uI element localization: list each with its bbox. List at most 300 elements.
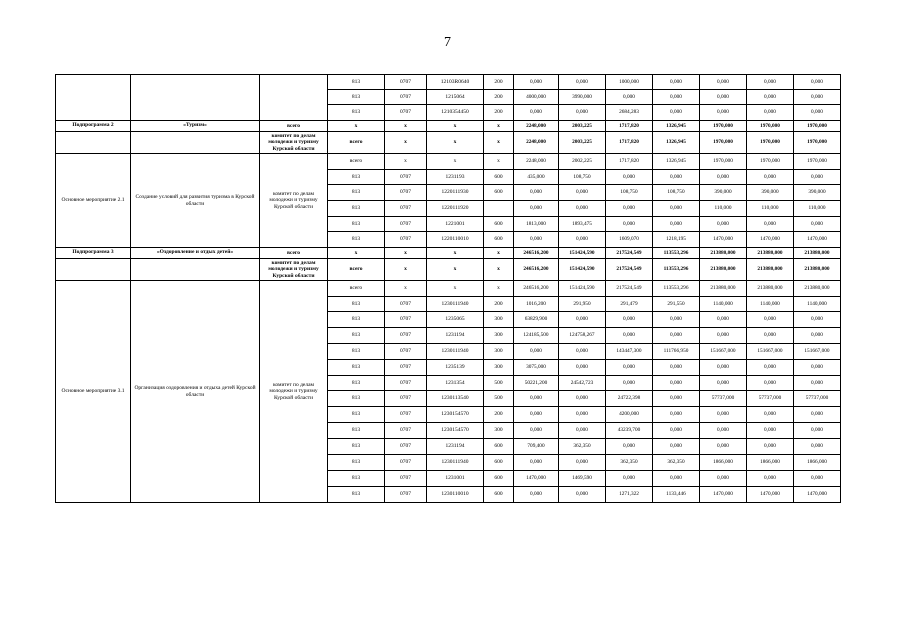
value-cell: 1717,820 bbox=[606, 132, 653, 154]
value-cell: 0,000 bbox=[606, 328, 653, 344]
executor-cell bbox=[260, 75, 328, 121]
program-name-cell: «Туризм» bbox=[131, 121, 260, 132]
value-cell: 213880,000 bbox=[747, 259, 794, 281]
code-cell-f: 1220110010 bbox=[427, 232, 484, 248]
value-cell: 2248,000 bbox=[514, 121, 559, 132]
value-cell: 111766,950 bbox=[653, 344, 700, 360]
code-cell-d: 813 bbox=[328, 201, 385, 217]
value-cell: 1893,475 bbox=[559, 217, 606, 232]
code-cell-f: 1235065 bbox=[427, 312, 484, 328]
value-cell: 0,000 bbox=[747, 170, 794, 185]
value-cell: 1970,000 bbox=[700, 121, 747, 132]
program-label-cell: Подпрограмма 2 bbox=[56, 121, 131, 132]
code-cell-d: 813 bbox=[328, 471, 385, 487]
code-cell-e: 0707 bbox=[385, 439, 427, 455]
value-cell: 57737,000 bbox=[794, 391, 841, 407]
value-cell: 0,000 bbox=[514, 455, 559, 471]
code-cell-f: х bbox=[427, 248, 484, 259]
value-cell: 0,000 bbox=[559, 312, 606, 328]
value-cell: 291,550 bbox=[653, 297, 700, 312]
value-cell: 0,000 bbox=[700, 407, 747, 423]
table-row bbox=[56, 75, 841, 90]
value-cell: 124185,500 bbox=[514, 328, 559, 344]
code-cell-e: 0707 bbox=[385, 170, 427, 185]
code-cell-e: 0707 bbox=[385, 471, 427, 487]
value-cell: 0,000 bbox=[794, 439, 841, 455]
code-cell-e: 0707 bbox=[385, 201, 427, 217]
value-cell: 57737,000 bbox=[747, 391, 794, 407]
code-cell-e: 0707 bbox=[385, 232, 427, 248]
value-cell: 246516,200 bbox=[514, 259, 559, 281]
value-cell: 0,000 bbox=[514, 391, 559, 407]
table-row bbox=[56, 281, 841, 297]
value-cell: 124758,267 bbox=[559, 328, 606, 344]
program-label-cell: Подпрограмма 3 bbox=[56, 248, 131, 259]
code-cell-e: 0707 bbox=[385, 217, 427, 232]
value-cell: 0,000 bbox=[606, 90, 653, 105]
value-cell: 1970,000 bbox=[794, 132, 841, 154]
code-cell-f: 1231193 bbox=[427, 170, 484, 185]
value-cell: 1970,000 bbox=[700, 154, 747, 170]
value-cell: 1866,000 bbox=[700, 455, 747, 471]
code-cell-e: 0707 bbox=[385, 75, 427, 90]
value-cell: 1470,000 bbox=[747, 232, 794, 248]
code-cell-e: 0707 bbox=[385, 423, 427, 439]
code-cell-d: 813 bbox=[328, 455, 385, 471]
value-cell: 0,000 bbox=[653, 312, 700, 328]
code-cell-e: 0707 bbox=[385, 455, 427, 471]
code-cell-f: 1231354 bbox=[427, 376, 484, 391]
value-cell: 50221,200 bbox=[514, 376, 559, 391]
value-cell: 0,000 bbox=[653, 90, 700, 105]
code-cell-e: х bbox=[385, 259, 427, 281]
code-cell-e: 0707 bbox=[385, 297, 427, 312]
value-cell: 0,000 bbox=[794, 105, 841, 121]
value-cell: 0,000 bbox=[559, 232, 606, 248]
code-cell-f: 1230111940 bbox=[427, 455, 484, 471]
code-cell-f: 1220111920 bbox=[427, 201, 484, 217]
code-cell-d: 813 bbox=[328, 344, 385, 360]
value-cell: 151667,000 bbox=[794, 344, 841, 360]
code-cell-e: 0707 bbox=[385, 391, 427, 407]
code-cell-g: 300 bbox=[484, 423, 514, 439]
executor-cell: всего bbox=[260, 248, 328, 259]
value-cell: 110,000 bbox=[700, 201, 747, 217]
value-cell: 1133,446 bbox=[653, 487, 700, 503]
value-cell: 63829,900 bbox=[514, 312, 559, 328]
value-cell: 0,000 bbox=[747, 376, 794, 391]
code-cell-e: 0707 bbox=[385, 185, 427, 201]
table-row bbox=[56, 132, 841, 154]
value-cell: 0,000 bbox=[606, 217, 653, 232]
value-cell: 0,000 bbox=[700, 360, 747, 376]
value-cell: 1470,000 bbox=[794, 232, 841, 248]
code-cell-d: всего bbox=[328, 154, 385, 170]
value-cell: 0,000 bbox=[606, 312, 653, 328]
value-cell: 0,000 bbox=[514, 232, 559, 248]
value-cell: 709,400 bbox=[514, 439, 559, 455]
value-cell: 1470,000 bbox=[700, 487, 747, 503]
value-cell: 151424,590 bbox=[559, 281, 606, 297]
code-cell-d: х bbox=[328, 121, 385, 132]
code-cell-g: 300 bbox=[484, 360, 514, 376]
code-cell-f: 12103R0640 bbox=[427, 75, 484, 90]
code-cell-g: 500 bbox=[484, 376, 514, 391]
code-cell-d: 813 bbox=[328, 75, 385, 90]
code-cell-e: 0707 bbox=[385, 407, 427, 423]
code-cell-e: 0707 bbox=[385, 487, 427, 503]
code-cell-g: 200 bbox=[484, 407, 514, 423]
value-cell: 0,000 bbox=[653, 391, 700, 407]
value-cell: 113553,296 bbox=[653, 281, 700, 297]
executor-cell: всего bbox=[260, 121, 328, 132]
code-cell-d: 813 bbox=[328, 423, 385, 439]
value-cell: 0,000 bbox=[514, 407, 559, 423]
value-cell: 0,000 bbox=[747, 328, 794, 344]
value-cell: 0,000 bbox=[514, 344, 559, 360]
code-cell-d: 813 bbox=[328, 297, 385, 312]
program-name-cell bbox=[131, 132, 260, 154]
value-cell: 0,000 bbox=[794, 75, 841, 90]
code-cell-f: 1221001 bbox=[427, 217, 484, 232]
value-cell: 4200,000 bbox=[606, 407, 653, 423]
code-cell-f: 1230110010 bbox=[427, 487, 484, 503]
code-cell-d: х bbox=[328, 248, 385, 259]
value-cell: 1469,590 bbox=[559, 471, 606, 487]
value-cell: 110,000 bbox=[794, 201, 841, 217]
value-cell: 0,000 bbox=[794, 407, 841, 423]
program-label-cell bbox=[56, 132, 131, 154]
value-cell: 0,000 bbox=[559, 201, 606, 217]
value-cell: 151667,000 bbox=[700, 344, 747, 360]
code-cell-d: 813 bbox=[328, 170, 385, 185]
value-cell: 246516,200 bbox=[514, 281, 559, 297]
code-cell-d: 813 bbox=[328, 185, 385, 201]
value-cell: 213880,000 bbox=[747, 281, 794, 297]
code-cell-d: 813 bbox=[328, 439, 385, 455]
code-cell-d: 813 bbox=[328, 328, 385, 344]
value-cell: 108,750 bbox=[606, 185, 653, 201]
value-cell: 0,000 bbox=[559, 75, 606, 90]
value-cell: 108,750 bbox=[653, 185, 700, 201]
value-cell: 0,000 bbox=[747, 407, 794, 423]
code-cell-f: 1210354450 bbox=[427, 105, 484, 121]
value-cell: 0,000 bbox=[700, 312, 747, 328]
value-cell: 1970,000 bbox=[747, 121, 794, 132]
code-cell-g: 600 bbox=[484, 455, 514, 471]
code-cell-f: 1220111930 bbox=[427, 185, 484, 201]
value-cell: 362,350 bbox=[606, 455, 653, 471]
value-cell: 1470,000 bbox=[747, 487, 794, 503]
value-cell: 213880,000 bbox=[794, 248, 841, 259]
value-cell: 213880,000 bbox=[700, 259, 747, 281]
value-cell: 0,000 bbox=[559, 455, 606, 471]
code-cell-f: 1215064 bbox=[427, 90, 484, 105]
value-cell: 1218,195 bbox=[653, 232, 700, 248]
value-cell: 0,000 bbox=[747, 75, 794, 90]
program-name-cell: Организация оздоровления и отдыха детей Курской области bbox=[131, 281, 260, 503]
value-cell: 246516,200 bbox=[514, 248, 559, 259]
value-cell: 151667,000 bbox=[747, 344, 794, 360]
value-cell: 0,000 bbox=[700, 90, 747, 105]
value-cell: 0,000 bbox=[700, 75, 747, 90]
code-cell-f: 1230113540 bbox=[427, 391, 484, 407]
value-cell: 0,000 bbox=[747, 439, 794, 455]
value-cell: 0,000 bbox=[606, 201, 653, 217]
value-cell: 0,000 bbox=[794, 376, 841, 391]
value-cell: 0,000 bbox=[559, 487, 606, 503]
code-cell-g: х bbox=[484, 154, 514, 170]
value-cell: 1271,322 bbox=[606, 487, 653, 503]
value-cell: 0,000 bbox=[606, 170, 653, 185]
code-cell-f: 1231001 bbox=[427, 471, 484, 487]
value-cell: 151424,590 bbox=[559, 259, 606, 281]
code-cell-e: 0707 bbox=[385, 312, 427, 328]
value-cell: 1326,945 bbox=[653, 121, 700, 132]
value-cell: 291,950 bbox=[559, 297, 606, 312]
value-cell: 110,000 bbox=[747, 201, 794, 217]
value-cell: 1326,945 bbox=[653, 154, 700, 170]
value-cell: 0,000 bbox=[559, 360, 606, 376]
code-cell-f: 1231194 bbox=[427, 439, 484, 455]
value-cell: 0,000 bbox=[747, 105, 794, 121]
code-cell-d: всего bbox=[328, 281, 385, 297]
value-cell: 0,000 bbox=[559, 391, 606, 407]
value-cell: 0,000 bbox=[747, 90, 794, 105]
code-cell-g bbox=[484, 201, 514, 217]
code-cell-d: 813 bbox=[328, 312, 385, 328]
value-cell: 0,000 bbox=[747, 423, 794, 439]
value-cell: 1970,000 bbox=[794, 121, 841, 132]
value-cell: 143447,300 bbox=[606, 344, 653, 360]
value-cell: 0,000 bbox=[653, 217, 700, 232]
value-cell: 2248,000 bbox=[514, 132, 559, 154]
code-cell-f: х bbox=[427, 132, 484, 154]
executor-cell: комитет по делам молодежи и туризму Курской области bbox=[260, 281, 328, 503]
value-cell: 0,000 bbox=[700, 439, 747, 455]
code-cell-g: 600 bbox=[484, 170, 514, 185]
value-cell: 291,479 bbox=[606, 297, 653, 312]
table-row bbox=[56, 248, 841, 259]
value-cell: 213880,000 bbox=[700, 281, 747, 297]
code-cell-f: 1230111940 bbox=[427, 344, 484, 360]
code-cell-g: 300 bbox=[484, 344, 514, 360]
code-cell-g: х bbox=[484, 248, 514, 259]
value-cell: 0,000 bbox=[653, 75, 700, 90]
value-cell: 0,000 bbox=[747, 312, 794, 328]
executor-cell: комитет по делам молодежи и туризму Курской области bbox=[260, 132, 328, 154]
table-row bbox=[56, 154, 841, 170]
code-cell-f: 1230111940 bbox=[427, 297, 484, 312]
code-cell-e: х bbox=[385, 281, 427, 297]
code-cell-d: 813 bbox=[328, 407, 385, 423]
table-row bbox=[56, 121, 841, 132]
value-cell: 217524,549 bbox=[606, 259, 653, 281]
value-cell: 0,000 bbox=[794, 312, 841, 328]
code-cell-g: 600 bbox=[484, 471, 514, 487]
program-name-cell bbox=[131, 75, 260, 121]
value-cell: 1140,000 bbox=[794, 297, 841, 312]
value-cell: 0,000 bbox=[794, 360, 841, 376]
value-cell: 1970,000 bbox=[794, 154, 841, 170]
value-cell: 0,000 bbox=[794, 328, 841, 344]
value-cell: 0,000 bbox=[653, 423, 700, 439]
value-cell: 2002,225 bbox=[559, 154, 606, 170]
code-cell-g: 600 bbox=[484, 217, 514, 232]
value-cell: 2684,283 bbox=[606, 105, 653, 121]
code-cell-e: 0707 bbox=[385, 90, 427, 105]
code-cell-g: 500 bbox=[484, 391, 514, 407]
value-cell: 1000,000 bbox=[606, 75, 653, 90]
value-cell: 1326,945 bbox=[653, 132, 700, 154]
code-cell-g: х bbox=[484, 259, 514, 281]
code-cell-d: 813 bbox=[328, 232, 385, 248]
value-cell: 151424,590 bbox=[559, 248, 606, 259]
code-cell-d: 813 bbox=[328, 105, 385, 121]
value-cell: 435,000 bbox=[514, 170, 559, 185]
value-cell: 1470,000 bbox=[700, 232, 747, 248]
value-cell: 0,000 bbox=[700, 105, 747, 121]
value-cell: 0,000 bbox=[653, 407, 700, 423]
page-number: 7 bbox=[444, 35, 451, 50]
value-cell: 0,000 bbox=[606, 471, 653, 487]
code-cell-g: 200 bbox=[484, 75, 514, 90]
code-cell-e: 0707 bbox=[385, 376, 427, 391]
value-cell: 113553,296 bbox=[653, 248, 700, 259]
table-row bbox=[56, 259, 841, 281]
value-cell: 0,000 bbox=[514, 185, 559, 201]
code-cell-d: 813 bbox=[328, 217, 385, 232]
executor-cell: комитет по делам молодежи и туризму Курской области bbox=[260, 259, 328, 281]
value-cell: 0,000 bbox=[653, 201, 700, 217]
value-cell: 217524,549 bbox=[606, 248, 653, 259]
code-cell-e: 0707 bbox=[385, 344, 427, 360]
value-cell: 1470,000 bbox=[794, 487, 841, 503]
value-cell: 0,000 bbox=[653, 439, 700, 455]
code-cell-e: х bbox=[385, 248, 427, 259]
value-cell: 0,000 bbox=[747, 360, 794, 376]
code-cell-g: 300 bbox=[484, 328, 514, 344]
value-cell: 0,000 bbox=[653, 328, 700, 344]
code-cell-g: 600 bbox=[484, 439, 514, 455]
value-cell: 390,000 bbox=[794, 185, 841, 201]
value-cell: 1609,070 bbox=[606, 232, 653, 248]
code-cell-g: х bbox=[484, 132, 514, 154]
value-cell: 24722,398 bbox=[606, 391, 653, 407]
code-cell-d: 813 bbox=[328, 90, 385, 105]
value-cell: 213880,000 bbox=[794, 259, 841, 281]
value-cell: 0,000 bbox=[606, 376, 653, 391]
code-cell-f: 1230154570 bbox=[427, 423, 484, 439]
code-cell-e: х bbox=[385, 154, 427, 170]
value-cell: 0,000 bbox=[514, 487, 559, 503]
program-label-cell bbox=[56, 259, 131, 281]
code-cell-d: 813 bbox=[328, 391, 385, 407]
value-cell: 0,000 bbox=[653, 376, 700, 391]
code-cell-f: 1230154570 bbox=[427, 407, 484, 423]
value-cell: 3075,000 bbox=[514, 360, 559, 376]
value-cell: 1016,200 bbox=[514, 297, 559, 312]
value-cell: 0,000 bbox=[794, 170, 841, 185]
value-cell: 1866,000 bbox=[794, 455, 841, 471]
value-cell: 57737,000 bbox=[700, 391, 747, 407]
program-name-cell: «Оздоровление и отдых детей» bbox=[131, 248, 260, 259]
value-cell: 0,000 bbox=[514, 423, 559, 439]
value-cell: 2248,000 bbox=[514, 154, 559, 170]
value-cell: 0,000 bbox=[700, 170, 747, 185]
value-cell: 0,000 bbox=[700, 328, 747, 344]
code-cell-f: 1231194 bbox=[427, 328, 484, 344]
value-cell: 0,000 bbox=[747, 471, 794, 487]
value-cell: 2003,225 bbox=[559, 121, 606, 132]
code-cell-e: 0707 bbox=[385, 360, 427, 376]
value-cell: 43239,700 bbox=[606, 423, 653, 439]
value-cell: 0,000 bbox=[747, 217, 794, 232]
value-cell: 390,000 bbox=[700, 185, 747, 201]
value-cell: 0,000 bbox=[794, 471, 841, 487]
code-cell-f: х bbox=[427, 154, 484, 170]
code-cell-e: х bbox=[385, 121, 427, 132]
value-cell: 1970,000 bbox=[700, 132, 747, 154]
value-cell: 1866,000 bbox=[747, 455, 794, 471]
value-cell: 213880,000 bbox=[700, 248, 747, 259]
code-cell-e: 0707 bbox=[385, 105, 427, 121]
value-cell: 1140,000 bbox=[700, 297, 747, 312]
value-cell: 0,000 bbox=[794, 423, 841, 439]
code-cell-e: х bbox=[385, 132, 427, 154]
value-cell: 0,000 bbox=[653, 105, 700, 121]
value-cell: 2003,225 bbox=[559, 132, 606, 154]
value-cell: 0,000 bbox=[559, 344, 606, 360]
code-cell-f: х bbox=[427, 281, 484, 297]
code-cell-e: 0707 bbox=[385, 328, 427, 344]
value-cell: 108,750 bbox=[559, 170, 606, 185]
value-cell: 0,000 bbox=[700, 217, 747, 232]
value-cell: 362,350 bbox=[653, 455, 700, 471]
value-cell: 0,000 bbox=[700, 423, 747, 439]
value-cell: 0,000 bbox=[794, 90, 841, 105]
value-cell: 0,000 bbox=[514, 75, 559, 90]
code-cell-g: 300 bbox=[484, 312, 514, 328]
program-name-cell bbox=[131, 259, 260, 281]
code-cell-f: 1235139 bbox=[427, 360, 484, 376]
program-label-cell bbox=[56, 75, 131, 121]
value-cell: 0,000 bbox=[700, 376, 747, 391]
code-cell-d: 813 bbox=[328, 487, 385, 503]
budget-table bbox=[55, 74, 841, 503]
value-cell: 1140,000 bbox=[747, 297, 794, 312]
value-cell: 1717,820 bbox=[606, 121, 653, 132]
value-cell: 0,000 bbox=[700, 471, 747, 487]
value-cell: 0,000 bbox=[606, 360, 653, 376]
value-cell: 1470,000 bbox=[514, 471, 559, 487]
value-cell: 0,000 bbox=[653, 471, 700, 487]
code-cell-g: 600 bbox=[484, 487, 514, 503]
value-cell: 0,000 bbox=[653, 360, 700, 376]
value-cell: 0,000 bbox=[606, 439, 653, 455]
value-cell: 0,000 bbox=[653, 170, 700, 185]
program-label-cell: Основное мероприятие 3.1 bbox=[56, 281, 131, 503]
code-cell-g: х bbox=[484, 281, 514, 297]
value-cell: 390,000 bbox=[747, 185, 794, 201]
code-cell-g: х bbox=[484, 121, 514, 132]
value-cell: 0,000 bbox=[514, 201, 559, 217]
code-cell-g: 600 bbox=[484, 232, 514, 248]
program-name-cell: Создание условий для развития туризма в Курской области bbox=[131, 154, 260, 248]
value-cell: 113553,296 bbox=[653, 259, 700, 281]
value-cell: 3990,000 bbox=[559, 90, 606, 105]
value-cell: 4000,000 bbox=[514, 90, 559, 105]
